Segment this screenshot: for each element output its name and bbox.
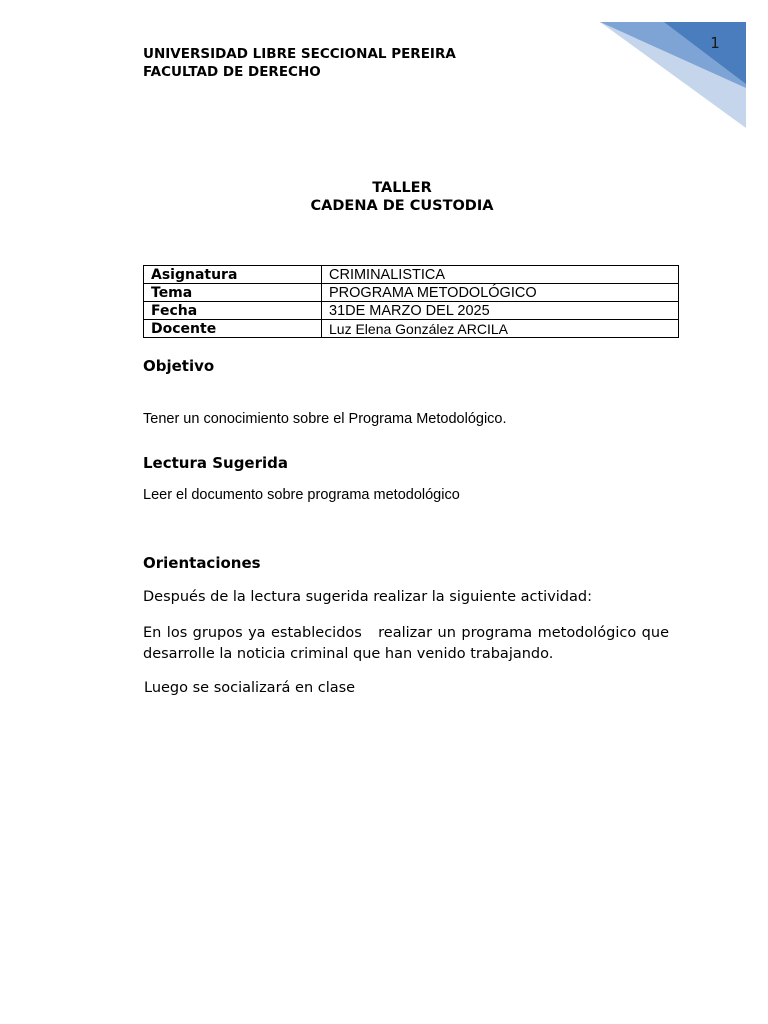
objetivo-heading: Objetivo (143, 357, 215, 375)
row-value-tema: PROGRAMA METODOLÓGICO (322, 284, 679, 302)
faculty-name: FACULTAD DE DERECHO (143, 64, 321, 80)
orientaciones-heading: Orientaciones (143, 554, 261, 572)
orientaciones-paragraph-3: Luego se socializará en clase (144, 680, 356, 696)
info-table (143, 265, 679, 338)
table-row (144, 320, 679, 338)
row-value-fecha: 31DE MARZO DEL 2025 (322, 302, 679, 320)
row-label-docente: Docente (144, 320, 322, 338)
lectura-text: Leer el documento sobre programa metodológico (143, 487, 460, 503)
orientaciones-paragraph-2: En los grupos ya establecidos realizar un programa metodológico que desarrolle la noticia criminal que han venido trabajando. (143, 625, 679, 662)
row-label-fecha: Fecha (144, 302, 322, 320)
objetivo-text: Tener un conocimiento sobre el Programa Metodológico. (143, 411, 507, 427)
table-row (144, 302, 679, 320)
table-row (144, 284, 679, 302)
row-label-tema: Tema (144, 284, 322, 302)
row-value-docente: Luz Elena González ARCILA (322, 320, 679, 338)
document-title: TALLER (372, 180, 432, 196)
row-label-asignatura: Asignatura (144, 266, 322, 284)
page-number: 1 (710, 34, 720, 52)
row-value-asignatura: CRIMINALISTICA (322, 266, 679, 284)
university-name: UNIVERSIDAD LIBRE SECCIONAL PEREIRA (143, 46, 456, 62)
document-subtitle: CADENA DE CUSTODIA (310, 198, 494, 214)
lectura-heading: Lectura Sugerida (143, 454, 289, 472)
table-row (144, 266, 679, 284)
orientaciones-paragraph-1: Después de la lectura sugerida realizar la siguiente actividad: (143, 589, 592, 605)
